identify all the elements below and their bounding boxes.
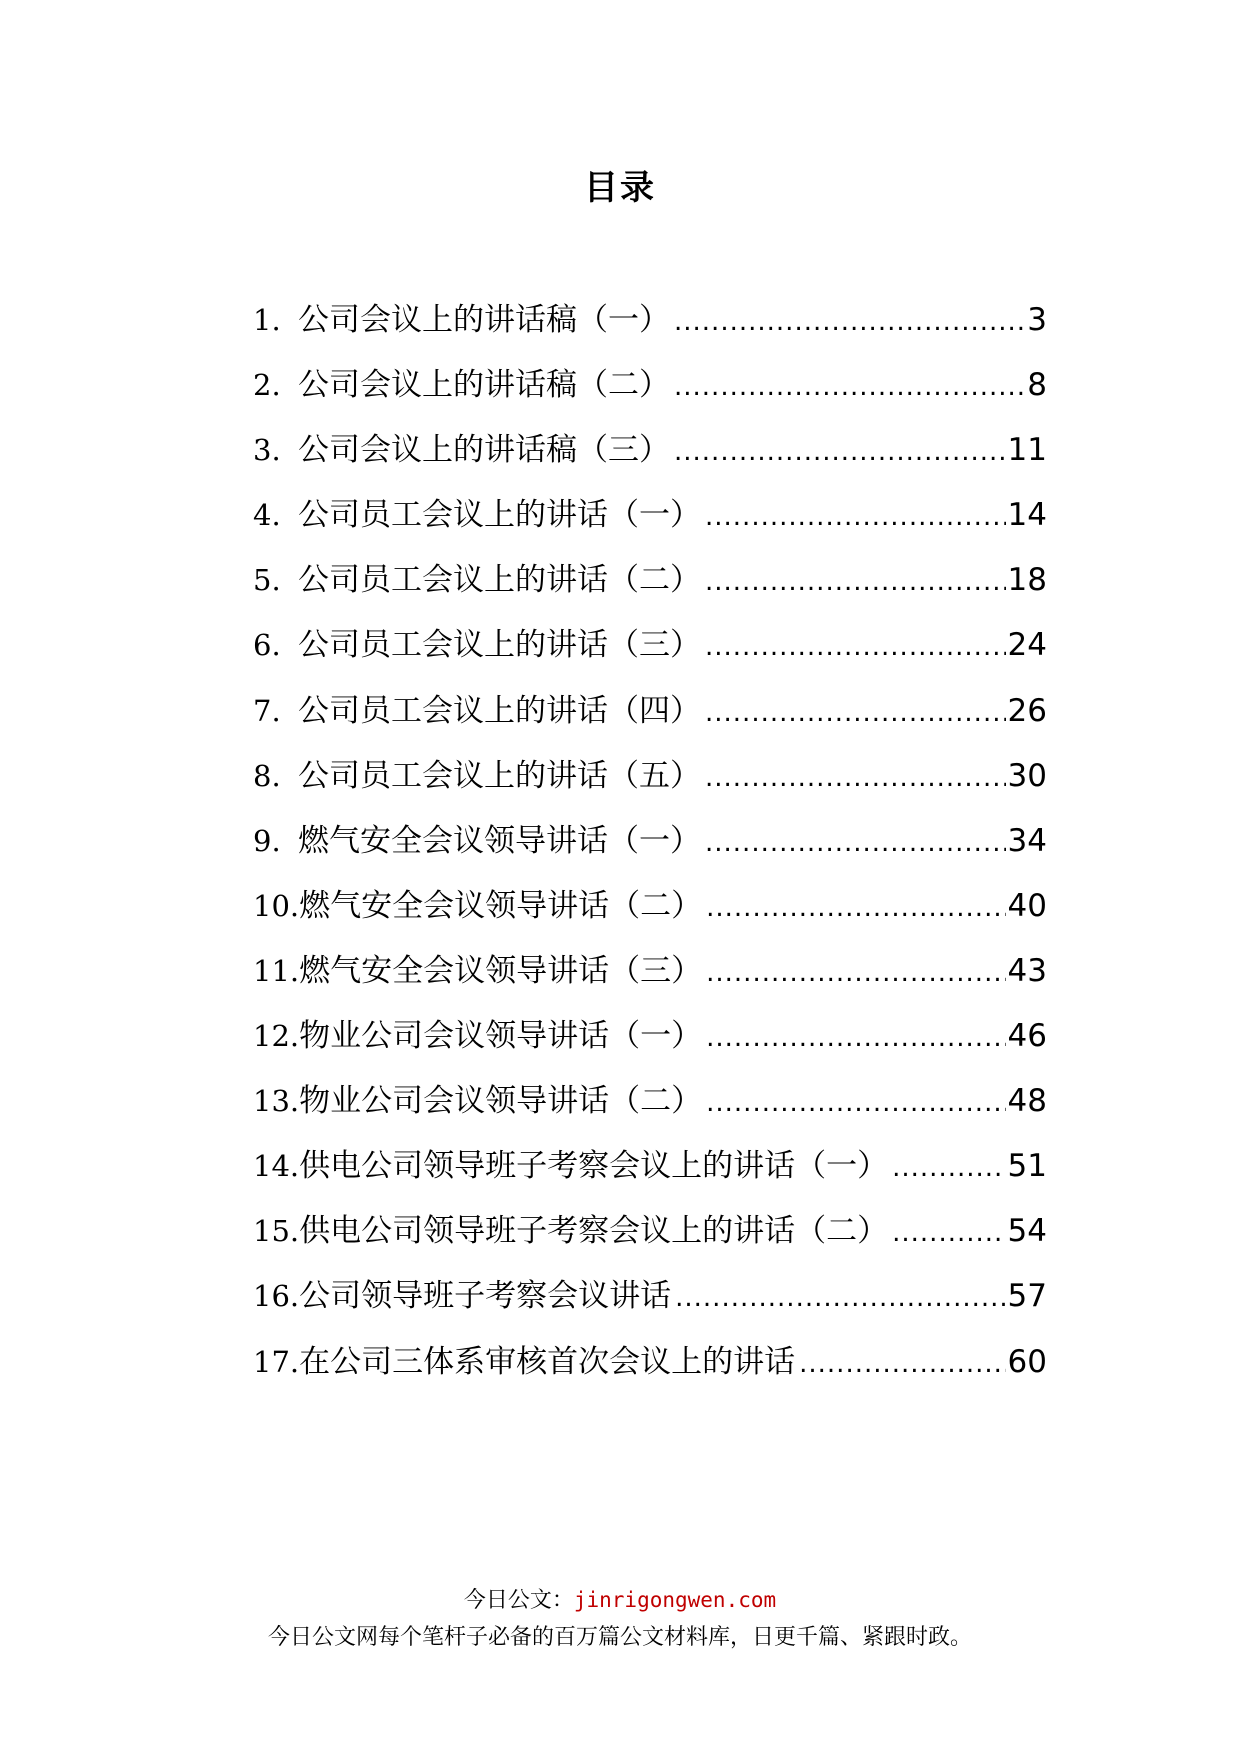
toc-entry-page-number: 24: [1007, 627, 1047, 664]
toc-entry-number: 4.: [253, 498, 281, 533]
toc-entry[interactable]: [253, 1336, 1047, 1401]
toc-entry-number: 10.: [253, 888, 300, 923]
toc-entry-number: 8.: [253, 758, 281, 793]
toc-dot-leader: [706, 1023, 1005, 1053]
toc-entry-page-number: 48: [1007, 1083, 1047, 1120]
toc-entry[interactable]: [253, 619, 1047, 684]
toc-entry-page-number: 57: [1007, 1278, 1047, 1315]
toc-dot-leader: [705, 567, 1006, 597]
toc-entry[interactable]: [253, 1010, 1047, 1075]
toc-entry-title: 在公司三体系审核首次会议上的讲话: [299, 1343, 796, 1380]
footer-tagline: 今日公文网每个笔杆子必备的百万篇公文材料库，日更千篇、紧跟时政。: [267, 1625, 972, 1650]
toc-entry-page-number: 18: [1007, 562, 1047, 599]
toc-entry[interactable]: [253, 1270, 1047, 1335]
toc-dot-leader: [892, 1218, 1005, 1248]
toc-dot-leader: [706, 1088, 1005, 1118]
toc-entry-number: 7.: [253, 693, 281, 728]
toc-entry-page-number: 54: [1007, 1213, 1047, 1250]
toc-dot-leader: [705, 828, 1006, 858]
toc-entry-page-number: 8: [1027, 367, 1047, 404]
toc-entry-number: 1.: [253, 303, 281, 337]
table-of-contents: [253, 294, 1047, 1401]
toc-dot-leader: [705, 502, 1006, 532]
toc-entry-title: 燃气安全会议领导讲话（二）: [299, 887, 703, 924]
footer-source: [0, 1583, 1240, 1614]
toc-entry-number: 5.: [253, 563, 281, 598]
toc-entry-title: 物业公司会议领导讲话（一）: [299, 1018, 703, 1055]
toc-entry-number: 15.: [253, 1214, 300, 1249]
toc-entry-title: 物业公司会议领导讲话（二）: [299, 1083, 703, 1120]
toc-entry-number: 3.: [253, 433, 281, 468]
toc-entry-title: 公司员工会议上的讲话（四）: [298, 692, 701, 729]
toc-entry-number: 17.: [253, 1344, 300, 1379]
toc-entry-title: 公司员工会议上的讲话（五）: [298, 757, 701, 794]
footer-label: 今日公文：: [463, 1588, 574, 1613]
toc-dot-leader: [705, 763, 1006, 793]
toc-entry[interactable]: [253, 815, 1047, 880]
toc-entry[interactable]: [253, 685, 1047, 750]
toc-entry-number: 14.: [253, 1149, 300, 1184]
toc-entry-title: 燃气安全会议领导讲话（一）: [298, 822, 701, 859]
toc-entry[interactable]: [253, 554, 1047, 619]
toc-dot-leader: [675, 1283, 1005, 1313]
toc-entry[interactable]: [253, 359, 1047, 424]
toc-entry-page-number: 40: [1007, 887, 1047, 924]
toc-entry-page-number: 3: [1027, 302, 1047, 338]
toc-entry-page-number: 34: [1007, 822, 1047, 859]
toc-entry[interactable]: [253, 880, 1047, 945]
toc-dot-leader: [799, 1349, 1005, 1379]
toc-entry-title: 公司员工会议上的讲话（三）: [298, 627, 701, 664]
toc-entry-number: 6.: [253, 628, 281, 663]
toc-dot-leader: [705, 698, 1006, 728]
toc-dot-leader: [706, 893, 1005, 923]
page-title: 目录: [584, 168, 656, 208]
toc-dot-leader: [705, 632, 1006, 662]
toc-entry-title: 公司员工会议上的讲话（一）: [298, 497, 701, 534]
toc-entry-title: 公司领导班子考察会议讲话: [299, 1278, 672, 1315]
toc-entry-page-number: 14: [1007, 497, 1047, 534]
toc-entry[interactable]: [253, 424, 1047, 489]
toc-entry-page-number: 11: [1007, 432, 1047, 469]
toc-entry-page-number: 60: [1007, 1343, 1047, 1380]
toc-entry-page-number: 43: [1007, 952, 1047, 989]
toc-entry[interactable]: [253, 1205, 1047, 1270]
toc-entry-number: 11.: [253, 953, 300, 988]
toc-entry[interactable]: [253, 945, 1047, 1010]
toc-dot-leader: [706, 958, 1005, 988]
toc-entry-page-number: 30: [1007, 757, 1047, 794]
toc-entry-page-number: 26: [1007, 692, 1047, 729]
toc-entry-number: 16.: [253, 1279, 300, 1314]
toc-dot-leader: [674, 307, 1025, 337]
toc-entry-title: 供电公司领导班子考察会议上的讲话（二）: [299, 1213, 889, 1250]
toc-entry-title: 公司会议上的讲话稿（二）: [298, 367, 670, 404]
toc-entry-title: 公司会议上的讲话稿（一）: [298, 302, 670, 338]
toc-entry-number: 2.: [253, 368, 281, 403]
toc-entry-title: 供电公司领导班子考察会议上的讲话（一）: [299, 1148, 889, 1185]
toc-entry[interactable]: [253, 1075, 1047, 1140]
toc-dot-leader: [674, 437, 1006, 467]
toc-entry-title: 公司会议上的讲话稿（三）: [298, 432, 670, 469]
toc-entry[interactable]: [253, 1140, 1047, 1205]
toc-entry-number: 9.: [253, 823, 281, 858]
toc-dot-leader: [674, 372, 1025, 402]
toc-entry-title: 燃气安全会议领导讲话（三）: [299, 952, 703, 989]
toc-entry-title: 公司员工会议上的讲话（二）: [298, 562, 701, 599]
toc-entry-page-number: 46: [1007, 1018, 1047, 1055]
toc-entry-page-number: 51: [1007, 1148, 1047, 1185]
toc-entry[interactable]: [253, 750, 1047, 815]
footer-url-link[interactable]: jinrigongwen.com: [573, 1588, 777, 1612]
toc-entry[interactable]: [253, 489, 1047, 554]
toc-entry-number: 13.: [253, 1084, 300, 1119]
toc-entry[interactable]: [253, 294, 1047, 359]
toc-dot-leader: [892, 1153, 1005, 1183]
toc-entry-number: 12.: [253, 1019, 300, 1054]
